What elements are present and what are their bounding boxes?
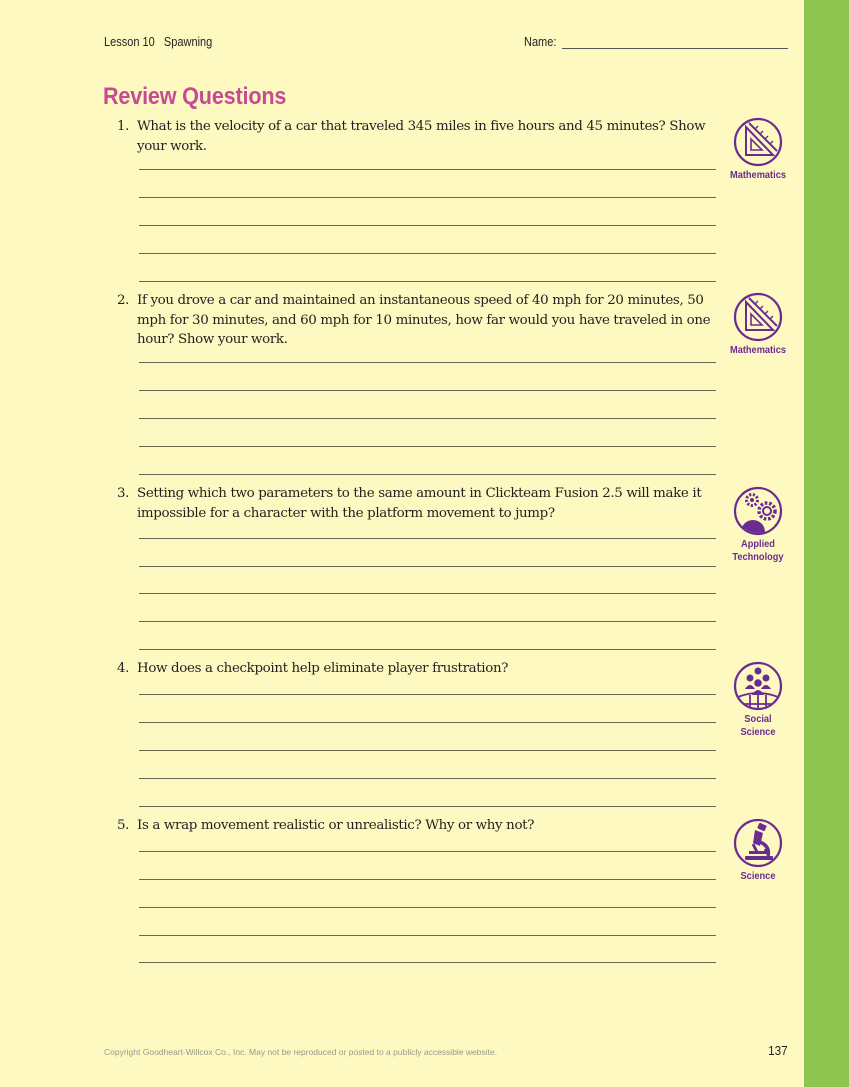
people-globe-icon [733,661,783,711]
copyright-notice: Copyright Goodheart-Willcox Co., Inc. May not be reproduced or posted to a publicly accessible website. [104,1047,498,1057]
question-4 [117,659,717,679]
subject-label-line2: Science [740,726,776,738]
subject-badge-mathematics [718,117,798,182]
question-text: If you drove a car and maintained an instantaneous speed of 40 mph for 20 minutes, 50 mph for 30 minutes, and 60 mph for 10 minutes, how far would you have traveled in one hour? Show your work. [137,293,711,348]
answer-line[interactable] [139,446,716,447]
question-number: 4. [117,661,130,676]
subject-badge-applied-technology [718,486,798,564]
answer-line[interactable] [139,281,716,282]
name-field-label: Name: [524,35,557,49]
lesson-number: Lesson 10 [104,35,155,49]
answer-line[interactable] [139,907,716,908]
set-square-ruler-icon [733,117,783,167]
subject-label: Mathematics [730,344,786,356]
question-1 [117,117,717,156]
answer-line[interactable] [139,197,716,198]
answer-line[interactable] [139,621,716,622]
question-number: 3. [117,486,130,501]
answer-line[interactable] [139,879,716,880]
page-title: Review Questions [103,83,287,110]
question-text: Setting which two parameters to the same amount in Clickteam Fusion 2.5 will make it impossible for a character with the platform movement to jump? [137,486,702,521]
question-number: 1. [117,119,130,134]
question-2 [117,291,717,350]
answer-line[interactable] [139,362,716,363]
answer-line[interactable] [139,593,716,594]
answer-line[interactable] [139,778,716,779]
answer-line[interactable] [139,649,716,650]
answer-line[interactable] [139,694,716,695]
microscope-icon [733,818,783,868]
question-text: What is the velocity of a car that traveled 345 miles in five hours and 45 minutes? Show your work. [137,119,706,154]
answer-line[interactable] [139,474,716,475]
answer-line[interactable] [139,253,716,254]
subject-label-line1: Applied [741,538,775,550]
subject-badge-mathematics [718,292,798,357]
question-number: 2. [117,293,130,308]
answer-line[interactable] [139,418,716,419]
lesson-topic: Spawning [163,35,213,49]
answer-line[interactable] [139,962,716,963]
answer-line[interactable] [139,390,716,391]
question-5 [117,816,717,836]
subject-label: Mathematics [730,169,786,181]
answer-line[interactable] [139,935,716,936]
page-number: 137 [768,1043,788,1058]
answer-line[interactable] [139,169,716,170]
answer-line[interactable] [139,722,716,723]
gears-icon [733,486,783,536]
question-number: 5. [117,818,130,833]
subject-label: Science [740,870,776,882]
question-text: How does a checkpoint help eliminate player frustration? [137,661,509,676]
answer-line[interactable] [139,566,716,567]
answer-line[interactable] [139,225,716,226]
subject-badge-science [718,818,798,883]
answer-line[interactable] [139,806,716,807]
side-color-bar [804,0,849,1087]
answer-line[interactable] [139,851,716,852]
question-text: Is a wrap movement realistic or unrealistic? Why or why not? [137,818,535,833]
question-3 [117,484,717,523]
lesson-header [104,35,212,49]
subject-badge-social-science [718,661,798,739]
answer-line[interactable] [139,750,716,751]
answer-line[interactable] [139,538,716,539]
subject-label-line1: Social [744,713,772,725]
set-square-ruler-icon [733,292,783,342]
subject-label-line2: Technology [732,551,784,563]
name-field[interactable] [562,48,788,49]
